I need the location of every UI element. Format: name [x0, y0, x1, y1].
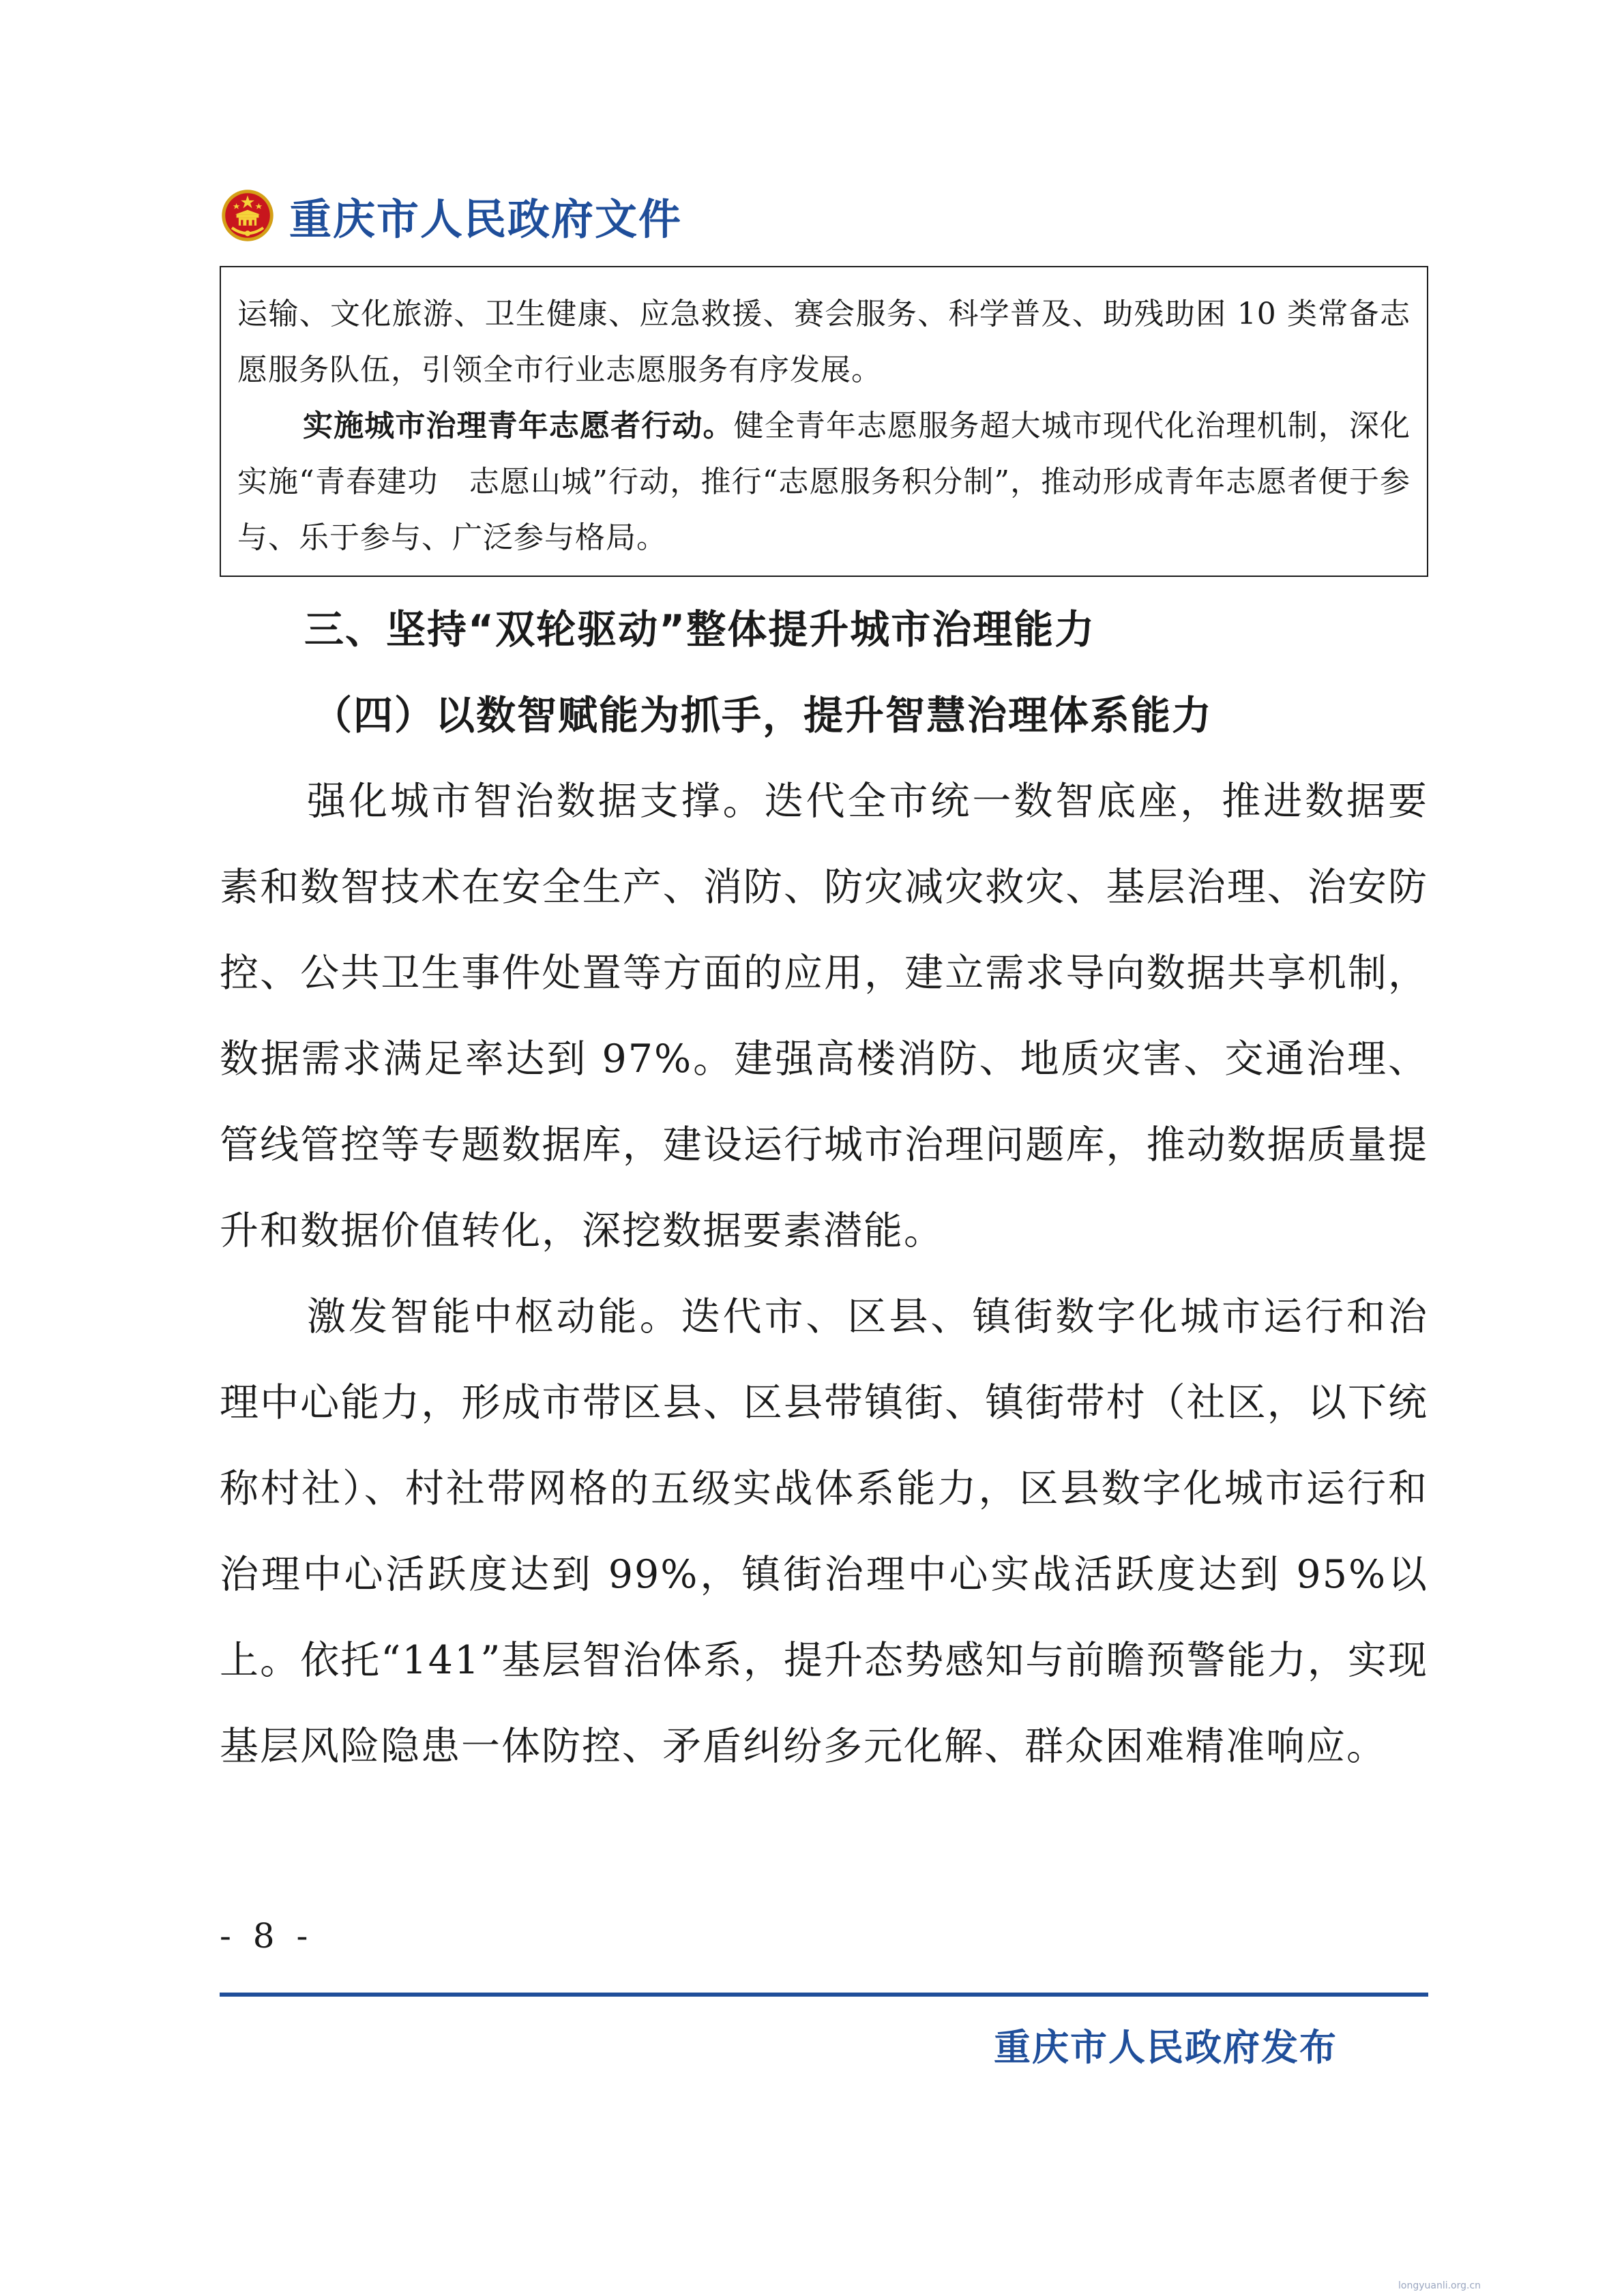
- box-paragraph-1: 运输、文化旅游、卫生健康、应急救援、赛会服务、科学普及、助残助困 10 类常备志愿服务队伍，引领全市行业志愿服务有序发展。: [237, 297, 1411, 387]
- subsection-heading-4: （四）以数智赋能为抓手，提升智慧治理体系能力: [312, 692, 1213, 739]
- page-number: - 8 -: [220, 1916, 314, 1956]
- footer-divider: [220, 1993, 1428, 1997]
- body-paragraph-2: 激发智能中枢动能。迭代市、区县、镇街数字化城市运行和治理中心能力，形成市带区县、区县带镇街、镇街带村（社区，以下统称村社）、村社带网格的五级实战体系能力，区县数字化城市运行和治理中心活跃度达到 99%，镇街治理中心实战活跃度达到 95%以上。依托“141”基层智治体系，提升态势感知与前瞻预警能力，实现基层风险隐患一体防控、矛盾纠纷多元化解、群众困难精准响应。: [220, 1294, 1428, 1769]
- section-heading-3: 三、坚持“双轮驱动”整体提升城市治理能力: [304, 606, 1096, 653]
- body-paragraph-1: 强化城市智治数据支撑。迭代全市统一数智底座，推进数据要素和数智技术在安全生产、消防、防灾减灾救灾、基层治理、治安防控、公共卫生事件处置等方面的应用，建立需求导向数据共享机制，数据需求满足率达到 97%。建强高楼消防、地质灾害、交通治理、管线管控等专题数据库，建设运行城市治理问题库，推动数据质量提升和数据价值转化，深挖数据要素潜能。: [220, 779, 1428, 1253]
- box-paragraph-2-text: 健全青年志愿服务超大城市现代化治理机制，深化实施“青春建功 志愿山城”行动，推行“志愿服务积分制”，推动形成青年志愿者便于参与、乐于参与、广泛参与格局。: [237, 408, 1411, 555]
- document-title: 重庆市人民政府文件: [289, 194, 683, 244]
- box-paragraph-2-lead: 实施城市治理青年志愿者行动。: [303, 408, 734, 443]
- box-paragraph-2: [237, 398, 1411, 566]
- document-header: [220, 184, 682, 247]
- watermark: longyuanli.org.cn: [1398, 2280, 1481, 2291]
- footer-publisher: 重庆市人民政府发布: [994, 2025, 1338, 2069]
- national-emblem-icon: [220, 188, 276, 243]
- boxed-excerpt: [220, 266, 1428, 577]
- body-text: [220, 758, 1428, 1789]
